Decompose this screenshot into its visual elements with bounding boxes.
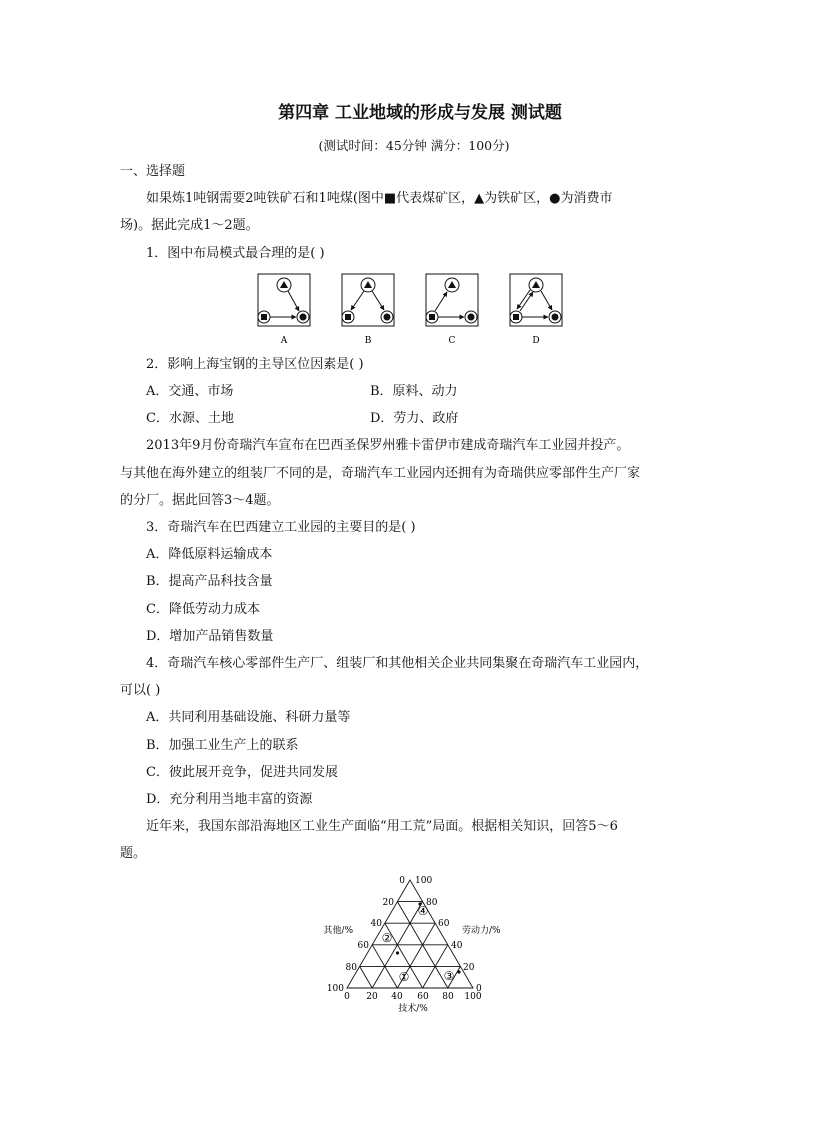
q4-stem-line1: 4．奇瑞汽车核心零部件生产厂、组装厂和其他相关企业共同集聚在奇瑞汽车工业园内， [146, 656, 649, 671]
q4-option-c: C．彼此展开竞争，促进共同发展 [146, 765, 338, 780]
left-tick-100: 100 [326, 984, 344, 994]
bottom-axis-label: 技术/% [398, 1004, 428, 1014]
right-tick-40: 40 [451, 941, 463, 951]
intro2-line2: 与其他在海外建立的组装厂不同的是，奇瑞汽车工业园内还拥有为奇瑞供应零部件生产厂家 [120, 466, 641, 481]
ternary-point-3: ③ [443, 969, 455, 983]
right-tick-0: 0 [476, 984, 482, 994]
intro2-line3: 的分厂。据此回答3～4题。 [120, 493, 280, 508]
q1-stem: 1．图中布局模式最合理的是( ) [146, 246, 325, 261]
intro1-line1: 如果炼1吨钢需要2吨铁矿石和1吨煤(图中■代表煤矿区，▲为铁矿区，●为消费市 [146, 191, 613, 206]
left-axis-label: 其他/% [323, 926, 353, 936]
q1-label-b: B [364, 336, 372, 346]
intro1-line2: 场)。据此完成1～2题。 [120, 218, 259, 233]
intro3-line2: 题。 [120, 846, 147, 861]
ternary-point-2: ② [381, 931, 393, 945]
ternary-point-4: ④ [417, 904, 429, 918]
bottom-tick-40: 40 [391, 992, 403, 1002]
q4-option-d: D．充分利用当地丰富的资源 [146, 792, 313, 807]
q1-box-b [342, 274, 394, 326]
q3-option-d: D．增加产品销售数量 [146, 629, 274, 644]
bottom-tick-0: 0 [344, 992, 350, 1002]
q2-option-c: C．水源、土地 [146, 411, 234, 426]
intro2-line1: 2013年9月份奇瑞汽车宣布在巴西圣保罗州雅卡雷伊市建成奇瑞汽车工业园并投产。 [146, 438, 630, 453]
right-axis-label: 劳动力/% [462, 926, 501, 936]
bottom-tick-100: 100 [464, 992, 482, 1002]
q4-option-b: B．加强工业生产上的联系 [146, 738, 299, 753]
intro3-line1: 近年来，我国东部沿海地区工业生产面临“用工荒”局面。根据相关知识，回答5～6 [146, 819, 618, 834]
q1-box-a [258, 274, 310, 326]
q1-box-d [510, 274, 562, 326]
q1-box-c [426, 274, 478, 326]
bottom-tick-20: 20 [366, 992, 378, 1002]
page-title: 第四章 工业地域的形成与发展 测试题 [278, 103, 562, 123]
left-tick-60: 60 [357, 941, 369, 951]
right-tick-60: 60 [438, 919, 450, 929]
q1-label-d: D [532, 336, 540, 346]
ternary-point-1-dot [396, 951, 399, 954]
left-tick-40: 40 [370, 919, 382, 929]
right-tick-20: 20 [463, 963, 475, 973]
q1-label-c: C [448, 336, 456, 346]
q1-layout-figure [255, 272, 575, 352]
q2-option-a: A．交通、市场 [146, 384, 234, 399]
right-tick-100: 100 [415, 876, 433, 886]
q4-option-a: A．共同利用基础设施、科研力量等 [146, 710, 351, 725]
q1-label-a: A [280, 336, 288, 346]
q3-option-b: B．提高产品科技含量 [146, 574, 273, 589]
left-tick-20: 20 [382, 898, 394, 908]
section-heading: 一、选择题 [120, 164, 186, 179]
q4-stem-line2: 可以( ) [120, 683, 161, 698]
bottom-tick-80: 80 [442, 992, 454, 1002]
ternary-point-3-dot [457, 970, 460, 973]
ternary-point-1: ① [398, 970, 410, 984]
ternary-diagram [323, 870, 501, 1015]
q3-option-a: A．降低原料运输成本 [146, 547, 273, 562]
q3-option-c: C．降低劳动力成本 [146, 602, 260, 617]
left-tick-80: 80 [345, 963, 357, 973]
q3-stem: 3．奇瑞汽车在巴西建立工业园的主要目的是( ) [146, 520, 416, 535]
bottom-tick-60: 60 [417, 992, 429, 1002]
left-tick-0: 0 [399, 876, 405, 886]
right-tick-80: 80 [426, 898, 438, 908]
q2-stem: 2．影响上海宝钢的主导区位因素是( ) [146, 357, 364, 372]
q2-option-b: B．原料、动力 [370, 384, 458, 399]
page-subtitle: (测试时间：45分钟 满分：100分) [318, 138, 510, 153]
q2-option-d: D．劳力、政府 [370, 411, 459, 426]
